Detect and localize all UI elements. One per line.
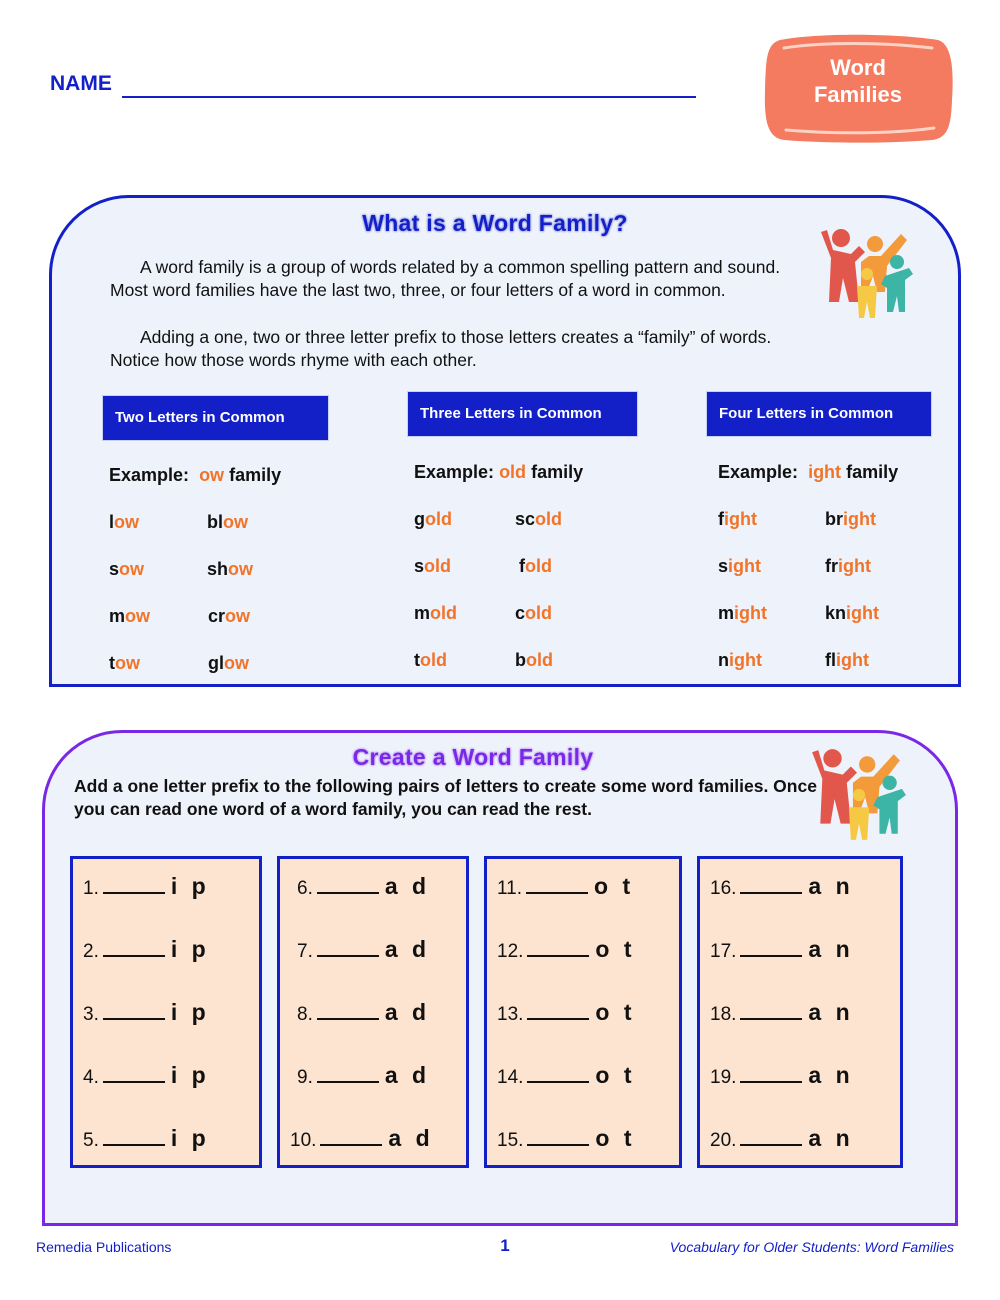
footer-page-number: 1: [500, 1236, 510, 1255]
word-item: tow: [109, 653, 140, 673]
answer-blank[interactable]: [317, 1067, 379, 1083]
word-item: glow: [208, 653, 249, 673]
word-item: mold: [414, 603, 458, 623]
word-item: fold: [519, 556, 552, 576]
answer-blank[interactable]: [103, 1130, 165, 1146]
answer-blank[interactable]: [740, 1004, 802, 1020]
exercise-item: 10. a d: [290, 1125, 434, 1151]
family-icon: [815, 222, 915, 322]
exercise-item: 1. i p: [83, 873, 210, 899]
exercise-item: 9. a d: [297, 1062, 431, 1088]
word-item: fright: [825, 556, 871, 576]
word-item: blow: [207, 512, 248, 532]
example-four-letters: Example: ight family: [718, 462, 899, 482]
answer-blank[interactable]: [320, 1130, 382, 1146]
word-item: flight: [825, 650, 869, 670]
word-item: sold: [414, 556, 452, 576]
answer-blank[interactable]: [527, 1130, 589, 1146]
exercise-item: 19. a n: [710, 1062, 854, 1088]
instructions: Add a one letter prefix to the following pairs of letters to create some word families. Once you can read one word of a word family, you can read the rest.: [74, 776, 817, 819]
footer-book-title: Vocabulary for Older Students: Word Families: [669, 1239, 954, 1255]
word-item: mow: [109, 606, 151, 626]
word-item: bold: [515, 650, 553, 670]
answer-blank[interactable]: [740, 941, 802, 957]
answer-blank[interactable]: [317, 878, 379, 894]
exercise-item: 17. a n: [710, 936, 854, 962]
word-item: night: [718, 650, 762, 670]
word-item: sow: [109, 559, 145, 579]
exercise-item: 12. o t: [497, 936, 636, 962]
exercise-item: 5. i p: [83, 1125, 210, 1151]
answer-blank[interactable]: [740, 1067, 802, 1083]
exercise-item: 13. o t: [497, 999, 636, 1025]
answer-blank[interactable]: [740, 878, 802, 894]
answer-blank[interactable]: [527, 1067, 589, 1083]
exercise-item: 3. i p: [83, 999, 210, 1025]
exercise-item: 11. o t: [497, 873, 635, 899]
exercise-item: 20. a n: [710, 1125, 854, 1151]
exercise-item: 8. a d: [297, 999, 431, 1025]
exercise-item: 16. a n: [710, 873, 854, 899]
word-item: gold: [414, 509, 452, 529]
word-item: scold: [515, 509, 563, 529]
answer-blank[interactable]: [527, 1004, 589, 1020]
answer-blank[interactable]: [740, 1130, 802, 1146]
answer-blank[interactable]: [527, 941, 589, 957]
answer-blank[interactable]: [103, 1004, 165, 1020]
word-item: show: [207, 559, 254, 579]
word-item: told: [414, 650, 447, 670]
exercise-item: 4. i p: [83, 1062, 210, 1088]
answer-blank[interactable]: [103, 878, 165, 894]
name-line[interactable]: [122, 96, 696, 98]
badge-line-1: Word: [830, 55, 886, 80]
word-item: knight: [825, 603, 880, 623]
word-item: might: [718, 603, 768, 623]
exercise-item: 15. o t: [497, 1125, 636, 1151]
example-three-letters: Example: old family: [414, 462, 584, 482]
answer-blank[interactable]: [317, 941, 379, 957]
answer-blank[interactable]: [317, 1004, 379, 1020]
intro-paragraph-2: Adding a one, two or three letter prefix to those letters creates a “family” of words. Notice how those words rhyme with each other.: [110, 327, 772, 370]
badge-text: [762, 54, 954, 108]
word-item: sight: [718, 556, 762, 576]
section2-title: Create a Word Family: [352, 744, 594, 770]
section1-title: What is a Word Family?: [362, 210, 628, 236]
exercise-item: 14. o t: [497, 1062, 636, 1088]
name-label: NAME: [50, 72, 112, 95]
exercise-item: 18. a n: [710, 999, 854, 1025]
answer-blank[interactable]: [103, 941, 165, 957]
answer-blank[interactable]: [103, 1067, 165, 1083]
exercise-item: 2. i p: [83, 936, 210, 962]
heading-four-letters: Four Letters in Common: [707, 392, 931, 436]
badge-line-2: Families: [813, 82, 903, 107]
word-item: crow: [208, 606, 251, 626]
word-item: cold: [515, 603, 553, 623]
word-item: low: [109, 512, 140, 532]
intro-paragraph-1: A word family is a group of words related by a common spelling pattern and sound. Most word families have the last two, three, or four letters of a word in common.: [110, 257, 781, 300]
exercise-item: 6. a d: [297, 873, 431, 899]
word-item: bright: [825, 509, 876, 529]
heading-three-letters: Three Letters in Common: [408, 392, 637, 436]
exercise-item: 7. a d: [297, 936, 431, 962]
answer-blank[interactable]: [526, 878, 588, 894]
footer-publisher: Remedia Publications: [36, 1239, 172, 1255]
word-item: fight: [718, 509, 757, 529]
example-two-letters: Example: ow family: [109, 465, 282, 485]
heading-two-letters: Two Letters in Common: [103, 396, 328, 440]
